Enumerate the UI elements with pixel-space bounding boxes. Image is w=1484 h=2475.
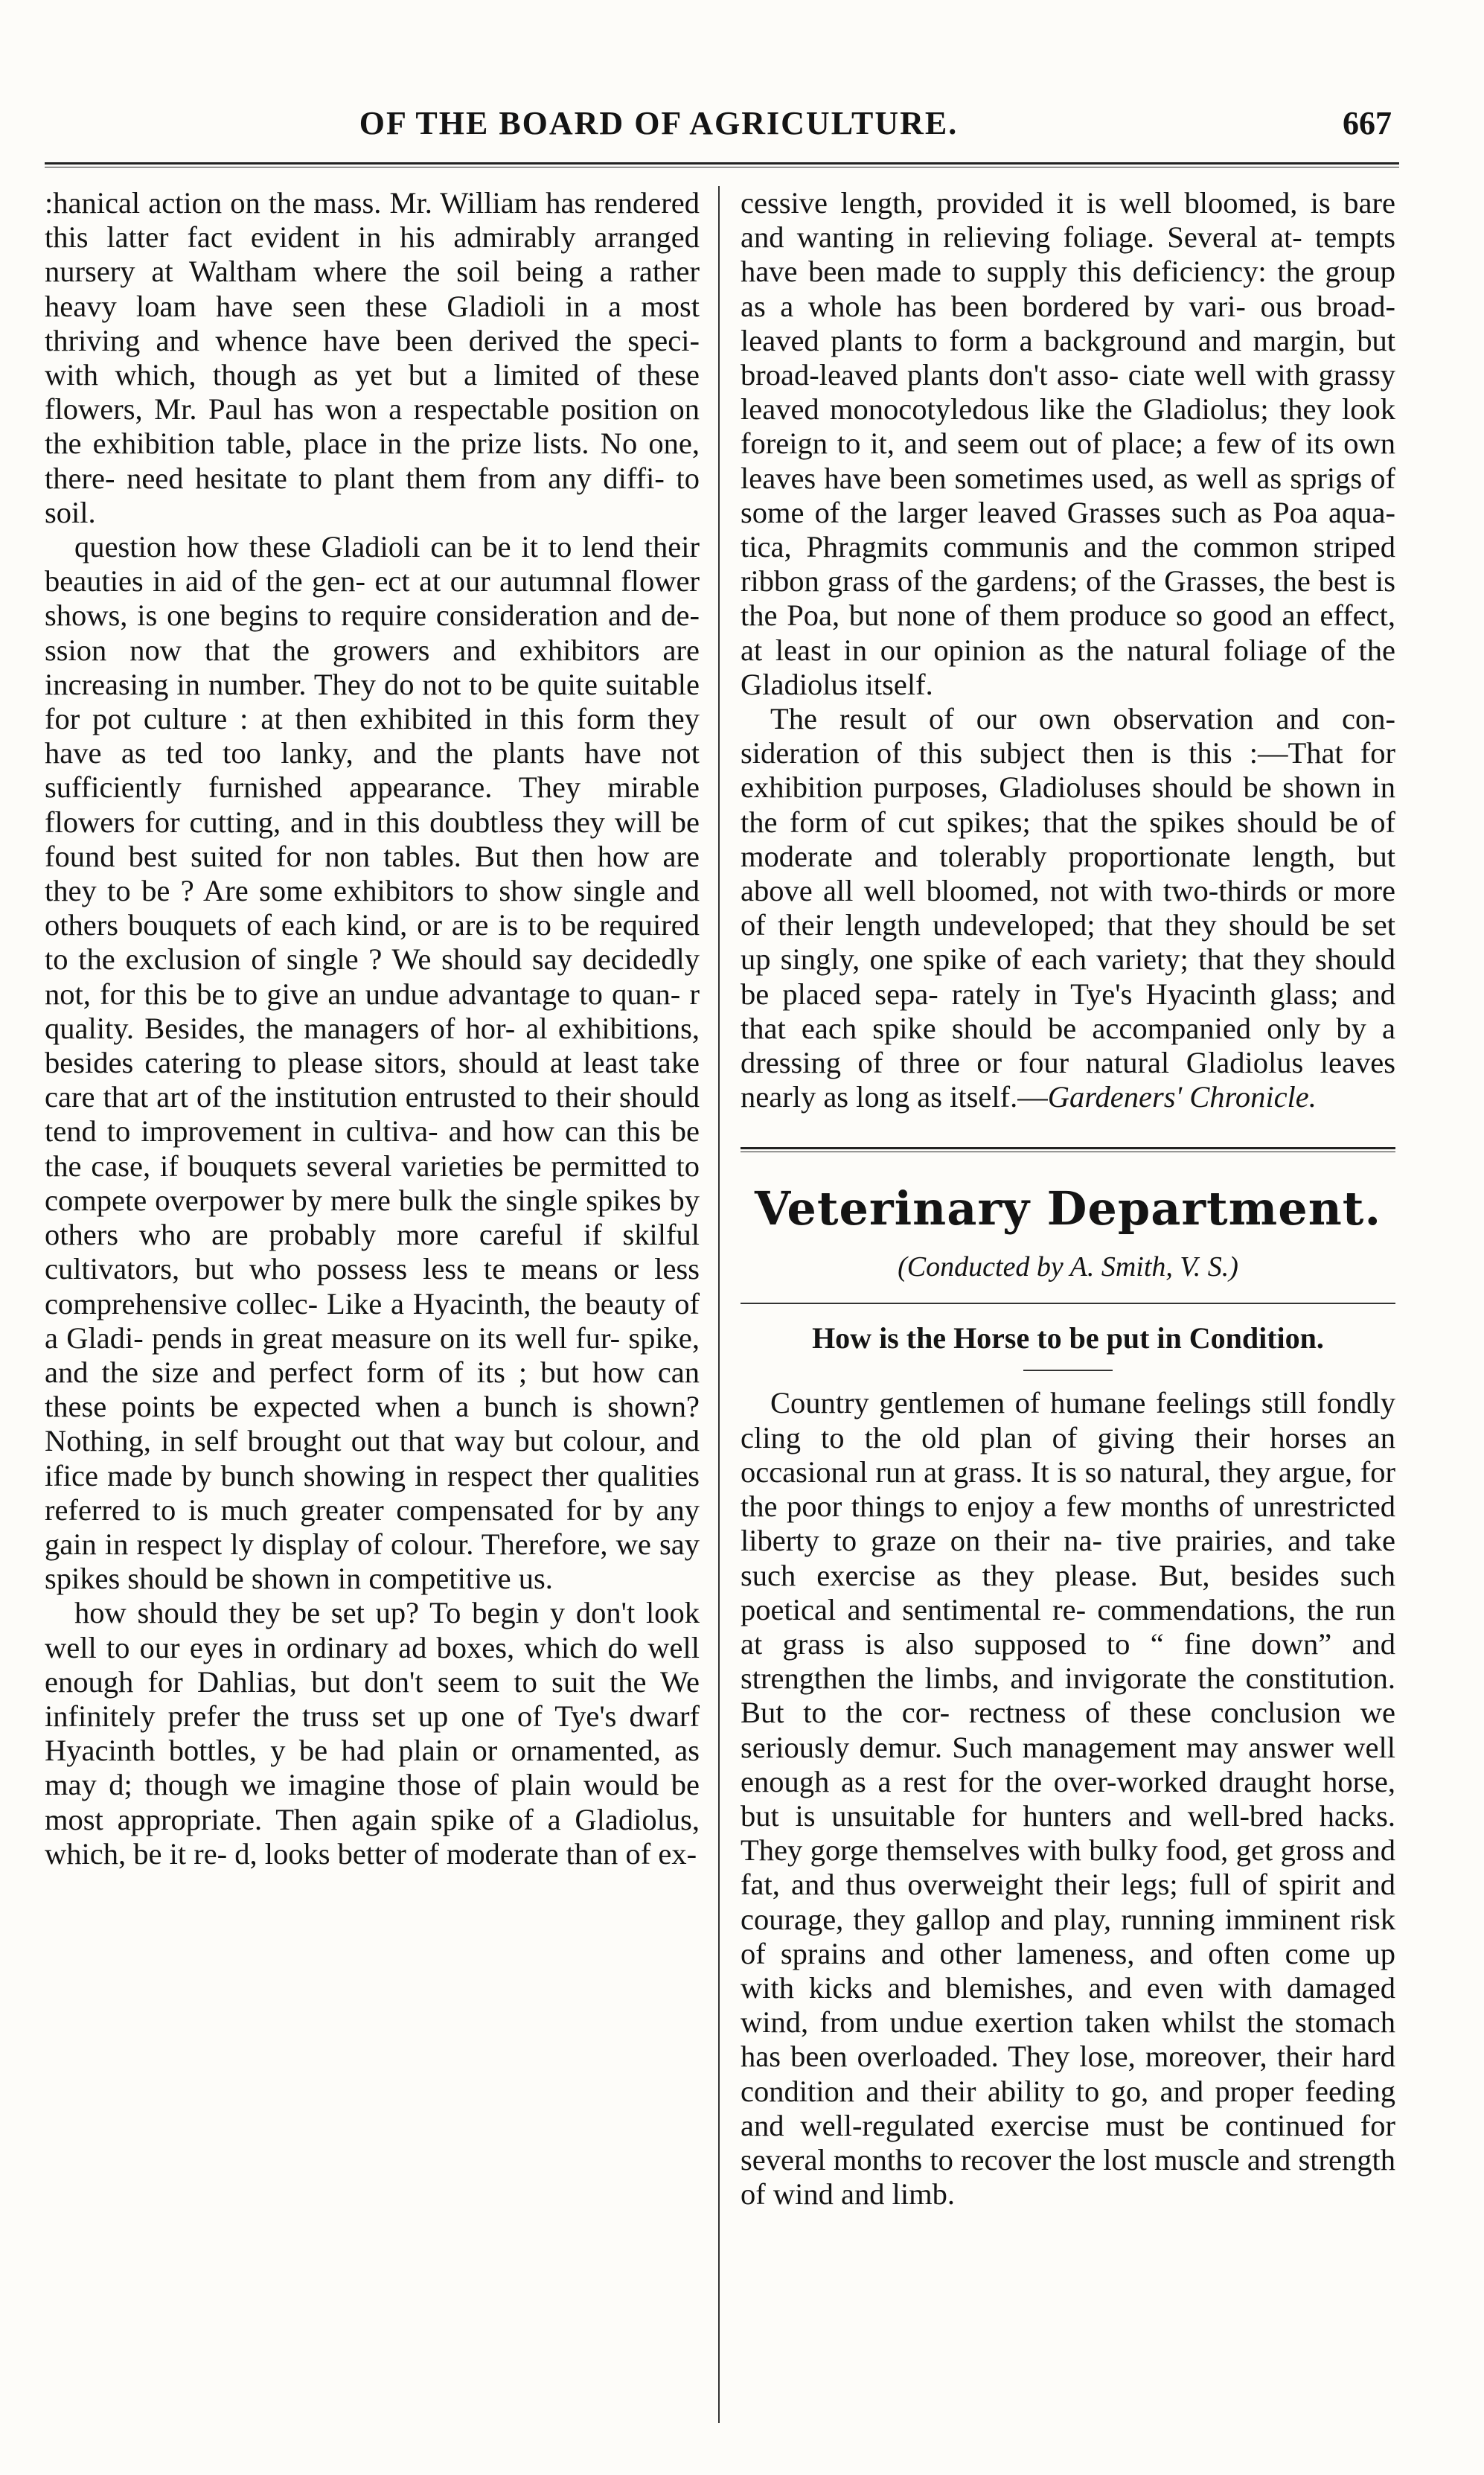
right-paragraph-text: The result of our own observation and con- sideration of this subject then is this :—That for exhibition purposes, Gladioluses should be shown in the form of cut spikes; that the spikes should be of moderate and tolerably proportionate length, but above all well bloomed, not with two-thirds or more of their length undeveloped; that they should be set up singly, one spike of each variety; that they should be placed sepa- rately in Tye's Hyacinth glass; and that each spike should be accompanied only by a dressing of three or four natural Gladiolus leaves nearly as long as itself.— bbox=[741, 702, 1395, 1114]
column-divider bbox=[718, 186, 720, 2423]
section-rule bbox=[741, 1147, 1395, 1152]
article-body: Country gentlemen of humane feelings still fondly cling to the old plan of giving their horses an occasional run at grass. It is so natural, they argue, for the poor things to enjoy a few months of unrestricted liberty to graze on their na- tive prairies, and take such exercise as they please. But, besides such poetical and sentimental re- commendations, the run at grass is also supposed to “ fine down” and strengthen the limbs, and invigorate the constitution. But to the cor- rectness of these conclusion we seriously demur. Such management may answer well enough as a rest for the over-worked draught horse, but is unsuitable for hunters and well-bred hacks. They gorge themselves with bulky food, get gross and fat, and thus overweight their legs; full of spirit and courage, they gallop and play, running imminent risk of sprains and other lameness, and often come up with kicks and blemishes, and even with damaged wind, from undue exertion taken whilst the stomach has been overloaded. They lose, moreover, their hard condition and their ability to go, and proper feeding and well-regulated exercise must be continued for several months to recover the lost muscle and strength of wind and limb. bbox=[741, 1386, 1395, 2211]
title-rule bbox=[1023, 1370, 1113, 1371]
right-column bbox=[741, 186, 1395, 2211]
byline-rule bbox=[741, 1303, 1395, 1304]
left-paragraph: how should they be set up? To begin y don't look well to our eyes in ordinary ad boxes, which do well enough for Dahlias, but don't seem to suit the We infinitely prefer the truss set up one of Tye's dwarf Hyacinth bottles, y be had plain or ornamented, as may d; though we imagine those of plain would be most appropriate. Then again spike of a Gladiolus, which, be it re- d, looks better of moderate than of ex- bbox=[45, 1596, 700, 1871]
left-paragraph: :hanical action on the mass. Mr. William has rendered this latter fact evident in his admirably arranged nursery at Waltham where the soil being a rather heavy loam have seen these Gladioli in a most thriving and whence have been derived the speci- with which, though as yet but a limited of these flowers, Mr. Paul has won a respectable position on the exhibition table, place in the prize lists. No one, there- need hesitate to plant them from any diffi- to soil. bbox=[45, 186, 700, 529]
running-head: OF THE BOARD OF AGRICULTURE. bbox=[359, 105, 959, 141]
attribution: Gardeners' Chronicle. bbox=[1047, 1080, 1317, 1114]
page-header bbox=[45, 104, 1421, 164]
header-rule bbox=[45, 162, 1399, 167]
article-title: How is the Horse to be put in Condition. bbox=[812, 1321, 1324, 1355]
page bbox=[45, 82, 1421, 2434]
right-paragraph bbox=[741, 702, 1395, 1114]
right-paragraph: cessive length, provided it is well bloomed, is bare and wanting in relieving foliage. Several at- tempts have been made to supply this deficiency: the group as a whole has been bordered by vari- ous broad-leaved plants to form a background and margin, but broad-leaved plants don't asso- ciate well with grassy leaved monocotyledous like the Gladiolus; they look foreign to it, and seem out of place; a few of its own leaves have been sometimes used, as well as sprigs of some of the larger leaved Grasses such as Poa aqua- tica, Phragmits communis and the common striped ribbon grass of the gardens; of the Grasses, the best is the Poa, but none of them produce so good an effect, at least in our opinion as the natural foliage of the Gladiolus itself. bbox=[741, 186, 1395, 701]
left-column bbox=[45, 186, 700, 2427]
page-number: 667 bbox=[1343, 105, 1392, 141]
department-title: Veterinary Department. bbox=[754, 1181, 1382, 1236]
department-byline: (Conducted by A. Smith, V. S.) bbox=[898, 1251, 1238, 1283]
left-paragraph: question how these Gladioli can be it to lend their beauties in aid of the gen- ect at our autumnal flower shows, is one begins to require consideration and de- ssion now that the growers and exhibitors are increasing in number. They do not to be quite suitable for pot culture : at then exhibited in this form they have as ted too lanky, and the plants have not sufficiently furnished appearance. They mirable flowers for cutting, and in this doubtless they will be found best suited for non tables. But then how are they to be ? Are some exhibitors to show single and others bouquets of each kind, or are is to be required to the exclusion of single ? We should say decidedly not, for this be to give an undue advantage to quan- r quality. Besides, the managers of hor- al exhibitions, besides catering to please sitors, should at least take care that art of the institution entrusted to their should tend to improvement in cultiva- and how can this be the case, if bouquets several varieties be permitted to compete overpower by mere bulk the single spikes by others who are probably more careful if skilful cultivators, but who possess less te means or less comprehensive collec- Like a Hyacinth, the beauty of a Gladi- pends in great measure on its well fur- spike, and the size and perfect form of its ; but how can these points be expected when a bunch is shown? Nothing, in self brought out that way but colour, and ifice made by bunch showing in respect ther qualities referred to is much greater compensated for by any gain in respect ly display of colour. Therefore, we say spikes should be shown in competitive us. bbox=[45, 530, 700, 1596]
